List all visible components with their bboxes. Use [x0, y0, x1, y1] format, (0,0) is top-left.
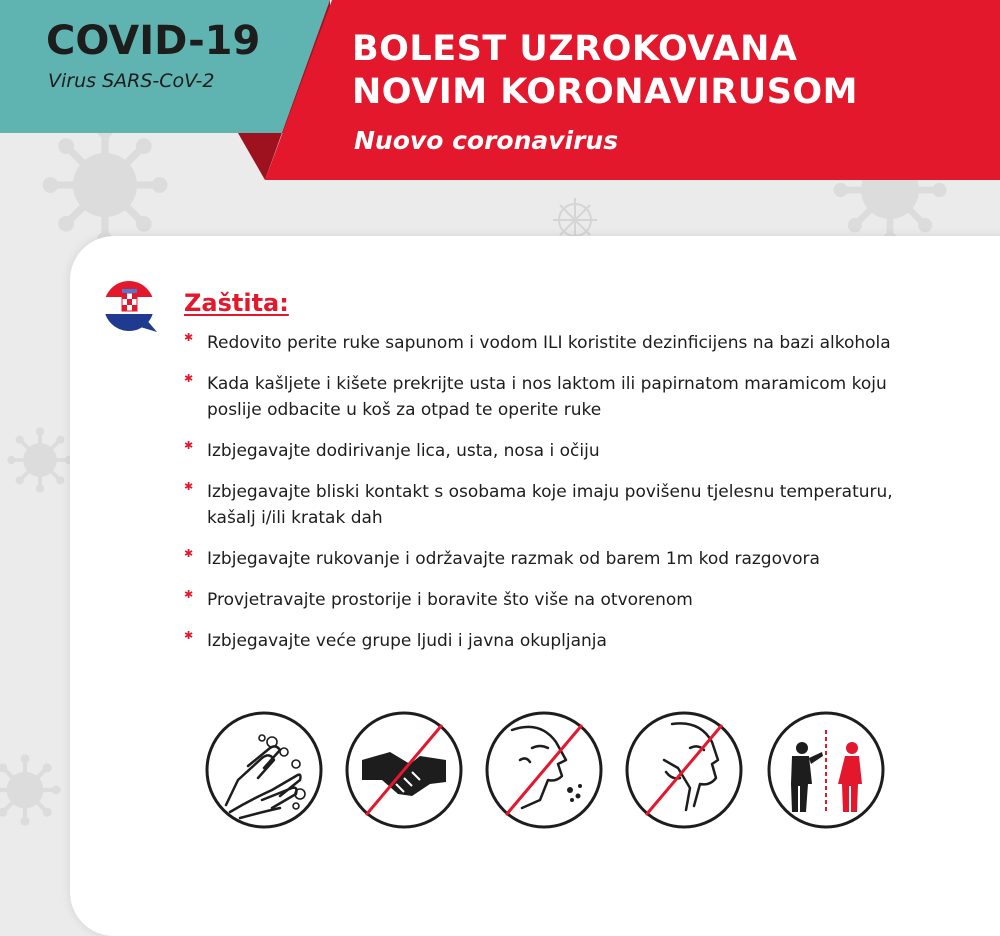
list-item-text: Provjetravajte prostorije i boravite što više na otvorenom [207, 590, 693, 610]
no-face-touching-icon [627, 713, 741, 827]
list-item-text: Redovito perite ruke sapunom i vodom ILI koristite dezinficijens na bazi alkohola [207, 333, 891, 353]
bullet-star-icon: ✱ [184, 480, 194, 493]
main-title-line-2: NOVIM KORONAVIRUSOM [352, 72, 859, 112]
bullet-star-icon: ✱ [184, 439, 194, 452]
covid-title: COVID-19 [46, 18, 261, 64]
bullet-star-icon: ✱ [184, 588, 194, 601]
bullet-star-icon: ✱ [184, 629, 194, 642]
keep-distance-icon [769, 713, 883, 827]
bullet-star-icon: ✱ [184, 372, 194, 385]
list-item-text: kašalj i/ili kratak dah [207, 508, 383, 528]
no-sneezing-icon [487, 713, 601, 827]
list-item-text: Izbjegavajte veće grupe ljudi i javna okupljanja [207, 631, 607, 651]
main-title-line-1: BOLEST UZROKOVANA [352, 29, 798, 69]
list-item-text: Izbjegavajte dodirivanje lica, usta, nosa i očiju [207, 441, 600, 461]
list-item-text: Kada kašljete i kišete prekrijte usta i nos laktom ili papirnatom maramicom koju [207, 374, 887, 394]
no-handshake-icon [347, 713, 461, 827]
handwashing-icon [207, 713, 321, 827]
section-title-protection: Zaštita: [184, 289, 289, 317]
bullet-star-icon: ✱ [184, 547, 194, 560]
bullet-star-icon: ✱ [184, 331, 194, 344]
list-item-text: Izbjegavajte rukovanje i održavajte razmak od barem 1m kod razgovora [207, 549, 820, 569]
virus-subtitle: Virus SARS-CoV-2 [48, 70, 215, 92]
list-item-text: poslije odbacite u koš za otpad te operite ruke [207, 400, 602, 420]
list-item-text: Izbjegavajte bliski kontakt s osobama koje imaju povišenu tjelesnu temperaturu, [207, 482, 893, 502]
main-subtitle: Nuovo coronavirus [354, 126, 619, 155]
